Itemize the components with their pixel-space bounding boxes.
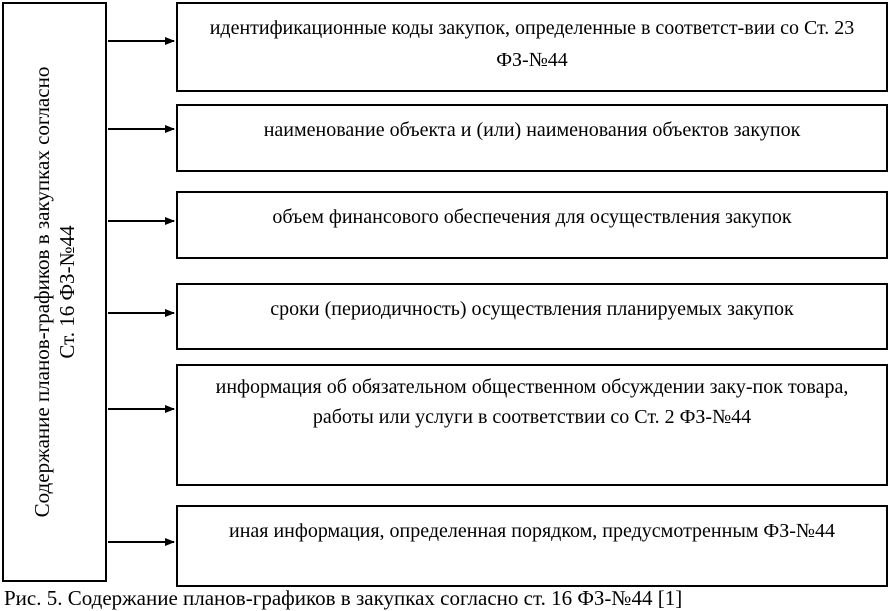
central-topic-line-2: Ст. 16 ФЗ-№44: [54, 225, 79, 359]
item-text-3: объем финансового обеспечения для осуществления закупок: [272, 206, 792, 228]
item-box-2: [176, 104, 888, 172]
figure-caption: Рис. 5. Содержание планов-графиков в закупках согласно ст. 16 ФЗ-№44 [1]: [4, 586, 683, 610]
item-box-1: [176, 2, 888, 92]
central-topic-line-1: Содержание планов-графиков в закупках согласно: [29, 66, 54, 518]
item-text-5: информация об обязательном общественном обсуждении заку-пок товара, работы или услуги в соответствии со Ст. 2 ФЗ-№44: [215, 376, 849, 428]
item-box-6: [176, 505, 888, 587]
item-box-4: [176, 283, 888, 350]
item-text-2: наименование объекта и (или) наименования объектов закупок: [263, 119, 801, 141]
item-text-1: идентификационные коды закупок, определенные в соответст-вии со Ст. 23 ФЗ-№44: [209, 17, 855, 71]
item-box-5: [176, 364, 888, 486]
item-box-3: [176, 191, 888, 259]
item-text-6: иная информация, определенная порядком, предусмотренным ФЗ-№44: [229, 520, 835, 542]
item-text-4: сроки (периодичность) осуществления планируемых закупок: [270, 298, 794, 320]
